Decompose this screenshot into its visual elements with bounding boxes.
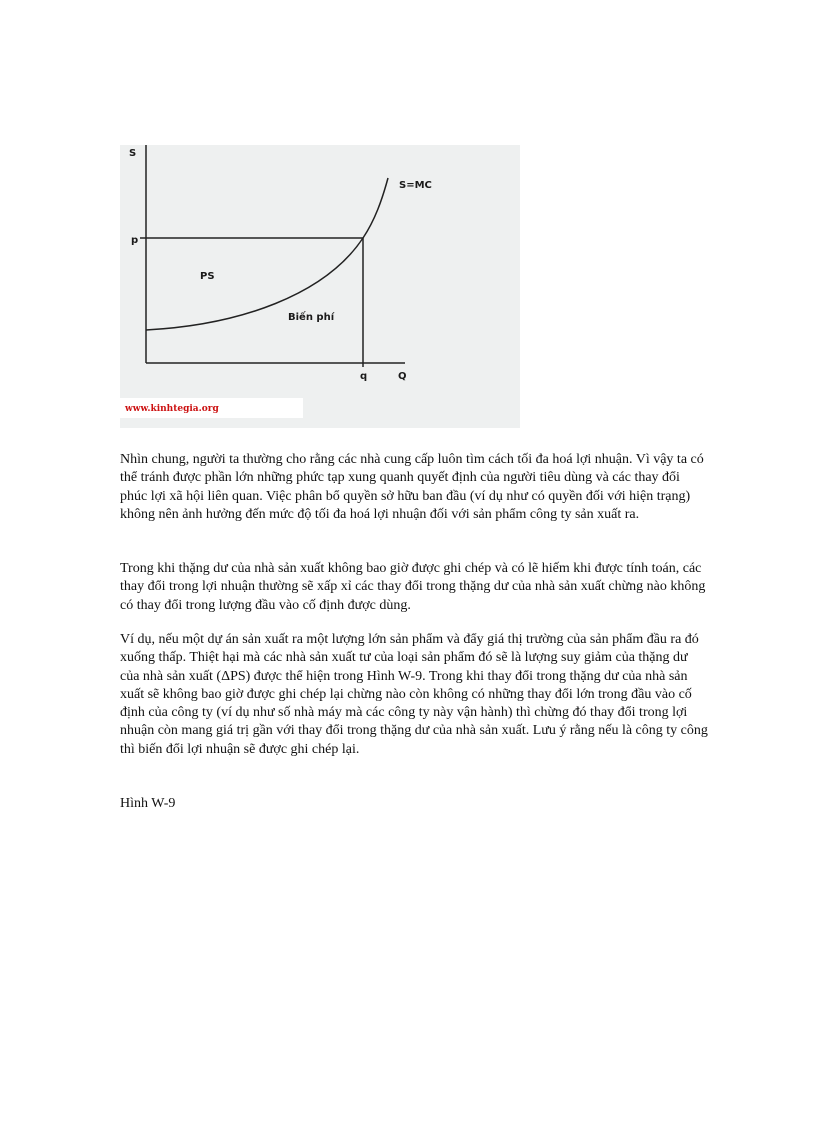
y-axis-label: S	[129, 148, 137, 159]
paragraph-1: Nhìn chung, người ta thường cho rằng các nhà cung cấp luôn tìm cách tối đa hoá lợi nhuận. Vì vậy ta có thể tránh được phần lớn những phức tạp xung quanh quyết định của người tiêu dùng và các thay đổi phúc lợi xã hội liên quan. Việc phân bổ quyền sở hữu ban đầu (ví dụ như có quyền đối với hiện trạng) không nên ảnh hưởng đến mức độ tối đa hoá lợi nhuận đối với sản phẩm công ty sản xuất ra.	[120, 452, 704, 522]
x-axis-label: Q	[398, 371, 407, 382]
price-label: p	[131, 235, 139, 246]
paragraph-2: Trong khi thặng dư của nhà sản xuất không bao giờ được ghi chép và có lẽ hiếm khi được tính toán, các thay đổi trong lợi nhuận thường sẽ xấp xỉ các thay đổi trong thặng dư của nhà sản xuất chừng nào không có thay đổi trong lượng đầu vào cố định được dùng.	[120, 561, 706, 613]
supply-curve	[146, 178, 388, 330]
supply-curve-label: S=MC	[399, 180, 432, 191]
producer-surplus-label: PS	[200, 271, 215, 282]
quantity-label: q	[360, 371, 368, 382]
variable-cost-label: Biến phí	[288, 312, 335, 323]
paragraph-3: Ví dụ, nếu một dự án sản xuất ra một lượng lớn sản phẩm và đẩy giá thị trường của sản phẩm đầu ra đó xuống thấp. Thiệt hại mà các nhà sản xuất tư của loại sản phẩm đó sẽ là lượng suy giảm của thặng dư của nhà sản xuất (ΔPS) được thể hiện trong Hình W-9. Trong khi thay đổi trong thặng dư của nhà sản xuất sẽ không bao giờ được ghi chép lại chừng nào còn không có những thay đổi lớn trong đầu vào cố định của công ty (ví dụ như số nhà máy mà các công ty này vận hành) thì chừng đó thay đổi trong lợi nhuận còn mang giá trị gần với thay đổi trong thặng dư của nhà sản xuất. Lưu ý rằng nếu là công ty công thì biến đổi lợi nhuận sẽ được ghi chép lại.	[120, 632, 708, 757]
figure-caption: Hình W-9	[120, 796, 176, 811]
producer-surplus-figure	[120, 145, 520, 428]
watermark: www.kinhtegia.org	[125, 404, 219, 414]
